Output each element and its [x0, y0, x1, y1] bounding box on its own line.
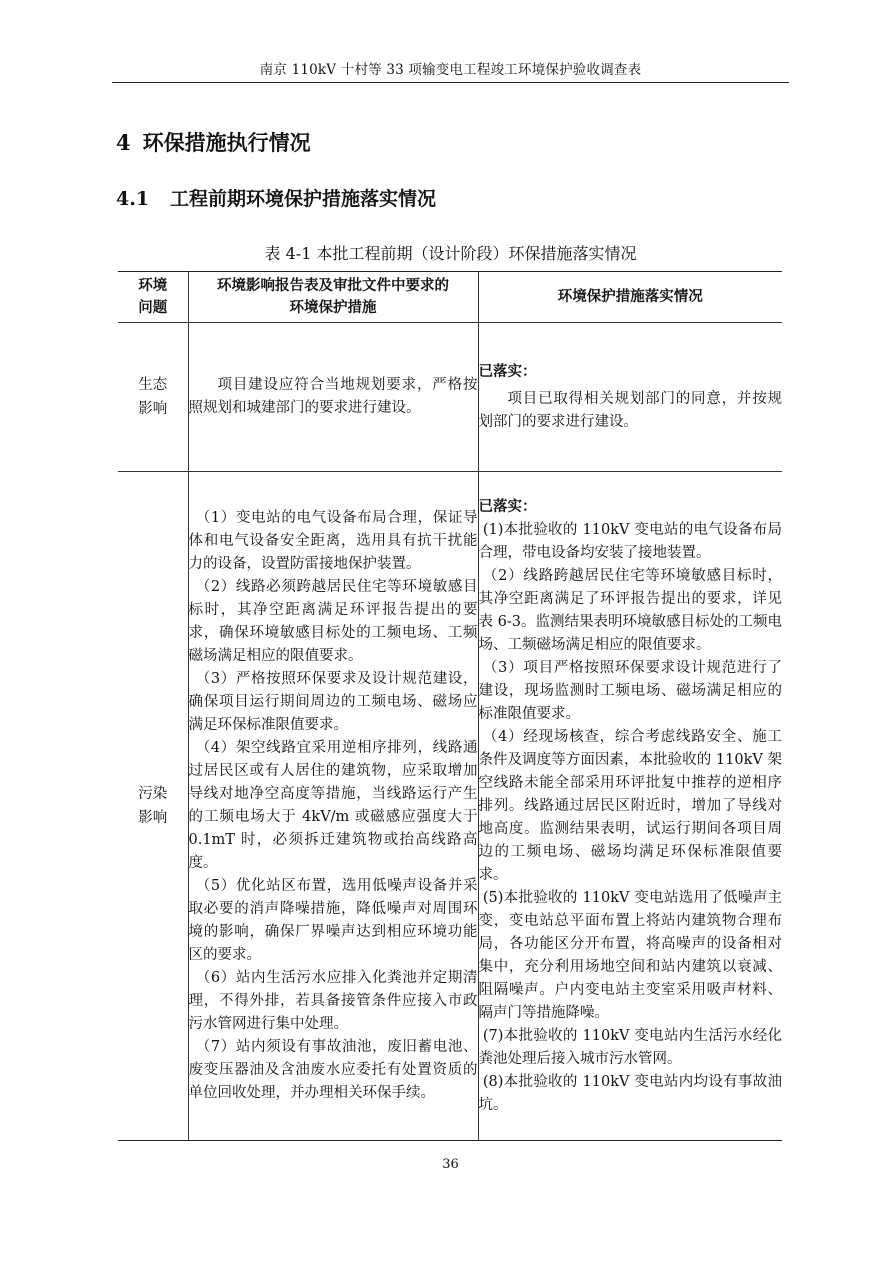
section-heading [116, 126, 311, 160]
implementation-item: （2）线路跨越居民住宅等环境敏感目标时，其净空距离满足了环评报告提出的要求，详见表 6-3。监测结果表明环境敏感目标处的工频电场、工频磁场满足相应的限值要求。 [478, 567, 782, 653]
subsection-number: 4.1 [116, 188, 150, 210]
issue-ecology-line2: 影响 [138, 401, 168, 417]
implementation-ecology [478, 323, 782, 472]
requirement-item: （3）严格按照环保要求及设计规范建设，确保项目运行期间周边的工频电场、磁场应满足环保标准限值要求。 [188, 671, 478, 733]
header-issue-line1: 环境 [138, 278, 168, 294]
status-ecology: 已落实： [478, 363, 537, 380]
header-rule [112, 82, 789, 83]
requirement-ecology [188, 323, 478, 472]
header-requirement-line2: 环境保护措施 [289, 300, 377, 316]
implementation-item: (5)本批验收的 110kV 变电站选用了低噪声主变，变电站总平面布置上将站内建筑物合理布局，各功能区分开布置，将高噪声的设备相对集中，充分利用场地空间和站内建筑以衰减、阻隔噪声。户内变电站主变室采用吸声材料、隔声门等措施降噪。 [478, 889, 782, 1021]
subsection-heading [116, 182, 436, 216]
requirement-item: （1）变电站的电气设备布局合理，保证导体和电气设备安全距离，选用具有抗干扰能力的设备，设置防雷接地保护装置。 [188, 510, 478, 572]
section-title: 环保措施执行情况 [142, 131, 311, 155]
header-implementation: 环境保护措施落实情况 [478, 272, 782, 323]
issue-pollution-line1: 污染 [138, 786, 168, 802]
implementation-item: (7)本批验收的 110kV 变电站内生活污水经化粪池处理后接入城市污水管网。 [478, 1027, 782, 1067]
requirement-item: （5）优化站区布置，选用低噪声设备并采取必要的消声降噪措施，降低噪声对周围环境的影响，确保厂界噪声达到相应环境功能区的要求。 [188, 878, 478, 963]
page-number: 36 [442, 1157, 459, 1172]
header-issue [118, 272, 188, 323]
implementation-item: （3）项目严格按照环保要求设计规范进行了建设，现场监测时工频电场、磁场满足相应的标准限值要求。 [478, 659, 782, 722]
requirement-item: （7）站内须设有事故油池，废旧蓄电池、废变压器油及含油废水应委托有处置资质的单位回收处理，并办理相关环保手续。 [188, 1039, 478, 1101]
header-requirement [188, 272, 478, 323]
subsection-title: 工程前期环境保护措施落实情况 [170, 188, 437, 210]
implementation-pollution [478, 472, 782, 1141]
status-pollution: 已落实： [478, 498, 537, 515]
implementation-item: (1)本批验收的 110kV 变电站的电气设备布局合理，带电设备均安装了接地装置。 [478, 521, 782, 561]
header-requirement-line1: 环境影响报告表及审批文件中要求的 [217, 278, 449, 294]
requirement-pollution [188, 472, 478, 1141]
table-row-ecology [118, 323, 782, 472]
running-header: 南京 110kV 十村等 33 项输变电工程竣工环境保护验收调查表 [259, 62, 642, 78]
issue-pollution-line2: 影响 [138, 810, 168, 826]
requirement-item: （2）线路必须跨越居民住宅等环境敏感目标时，其净空距离满足环评报告提出的要求，确保环境敏感目标处的工频电场、工频磁场满足相应的限值要求。 [188, 579, 478, 664]
header-issue-line2: 问题 [138, 300, 168, 316]
table-row-pollution [118, 472, 782, 1141]
measures-table [118, 271, 782, 1141]
section-number: 4 [116, 130, 131, 155]
requirement-ecology-text: 项目建设应符合当地规划要求，严格按照规划和城建部门的要求进行建设。 [188, 377, 478, 416]
implementation-item: (8)本批验收的 110kV 变电站内均设有事故油坑。 [478, 1073, 782, 1113]
table-caption: 表 4-1 本批工程前期（设计阶段）环保措施落实情况 [264, 244, 637, 263]
implementation-ecology-text: 项目已取得相关规划部门的同意，并按规划部门的要求进行建设。 [478, 390, 782, 430]
requirement-item: （6）站内生活污水应排入化粪池并定期清理，不得外排，若具备接管条件应接入市政污水管网进行集中处理。 [188, 970, 478, 1032]
issue-ecology-line1: 生态 [138, 377, 168, 393]
issue-ecology [118, 323, 188, 472]
issue-pollution [118, 472, 188, 1141]
implementation-item: （4）经现场核查，综合考虑线路安全、施工条件及调度等方面因素，本批验收的 110kV 架空线路未能全部采用环评批复中推荐的逆相序排列。线路通过居民区附近时，增加了导线对地高度。监测结果表明，试运行期间各项目周边的工频电场、磁场均满足环保标准限值要求。 [478, 728, 782, 883]
requirement-item: （4）架空线路宜采用逆相序排列，线路通过居民区或有人居住的建筑物，应采取增加导线对地净空高度等措施，当线路运行产生的工频电场大于 4kV/m 或磁感应强度大于 0.1mT 时，必须拆迁建筑物或抬高线路高度。 [188, 740, 478, 871]
table-header-row [118, 272, 782, 323]
